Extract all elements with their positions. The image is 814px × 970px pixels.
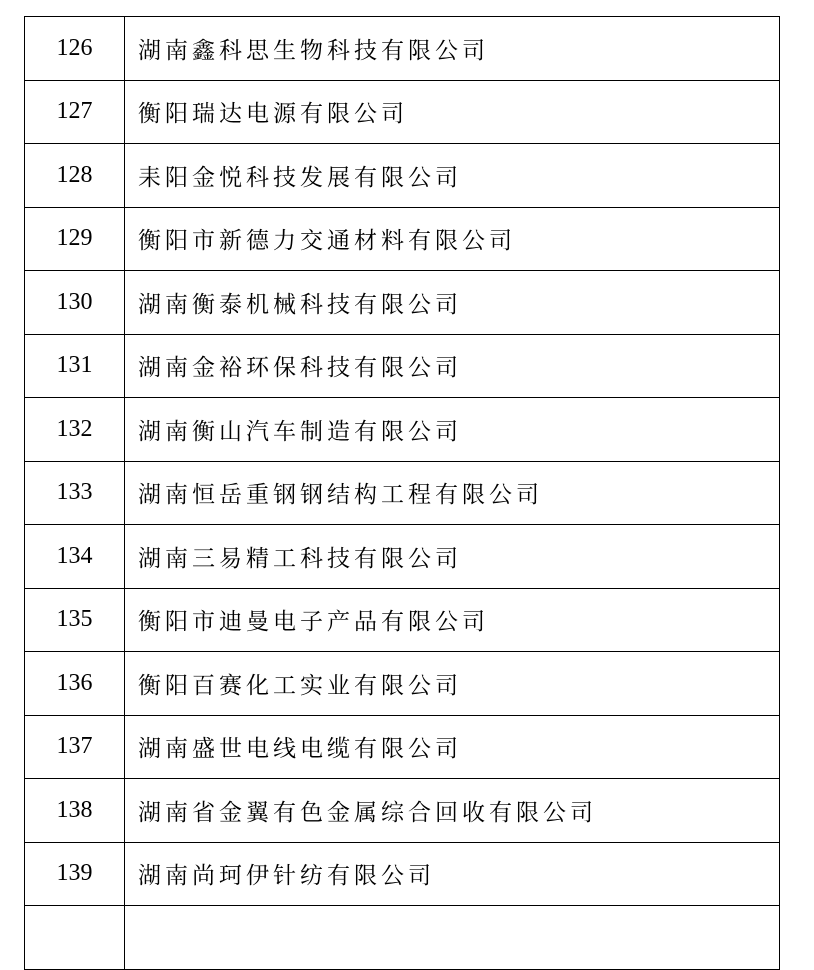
company-name: 耒阳金悦科技发展有限公司 — [138, 164, 462, 191]
row-number — [25, 906, 125, 969]
row-number: 131 — [25, 335, 125, 398]
row-number: 129 — [25, 208, 125, 271]
row-number: 139 — [25, 843, 125, 906]
company-name: 衡阳市新德力交通材料有限公司 — [138, 228, 516, 255]
company-name: 湖南省金翼有色金属综合回收有限公司 — [138, 799, 597, 826]
table-row — [25, 462, 779, 526]
row-number: 128 — [25, 144, 125, 207]
table-row — [25, 398, 779, 462]
table-row — [25, 335, 779, 399]
table-row — [25, 589, 779, 653]
row-number: 130 — [25, 271, 125, 334]
company-name: 湖南鑫科思生物科技有限公司 — [138, 37, 489, 64]
company-name: 湖南尚珂伊针纺有限公司 — [138, 863, 435, 890]
row-number: 126 — [25, 17, 125, 80]
row-number: 127 — [25, 81, 125, 144]
table-row — [25, 779, 779, 843]
table-row — [25, 208, 779, 272]
company-name: 湖南衡泰机械科技有限公司 — [138, 291, 462, 318]
table-row — [25, 525, 779, 589]
company-name: 湖南衡山汽车制造有限公司 — [138, 418, 462, 445]
company-name: 湖南盛世电线电缆有限公司 — [138, 736, 462, 763]
row-number: 134 — [25, 525, 125, 588]
table-row — [25, 144, 779, 208]
table-row — [25, 81, 779, 145]
company-name: 衡阳市迪曼电子产品有限公司 — [138, 609, 489, 636]
table-row — [25, 906, 779, 970]
company-name: 湖南金裕环保科技有限公司 — [138, 355, 462, 382]
table-row — [25, 716, 779, 780]
row-number: 132 — [25, 398, 125, 461]
table-row — [25, 17, 779, 81]
company-name: 湖南三易精工科技有限公司 — [138, 545, 462, 572]
row-number: 136 — [25, 652, 125, 715]
table-row — [25, 652, 779, 716]
row-number: 135 — [25, 589, 125, 652]
company-name: 衡阳瑞达电源有限公司 — [138, 101, 408, 128]
row-number: 138 — [25, 779, 125, 842]
row-number: 133 — [25, 462, 125, 525]
company-table — [24, 16, 780, 970]
company-name: 衡阳百赛化工实业有限公司 — [138, 672, 462, 699]
table-row — [25, 843, 779, 907]
company-name: 湖南恒岳重钢钢结构工程有限公司 — [138, 482, 543, 509]
row-number: 137 — [25, 716, 125, 779]
table-row — [25, 271, 779, 335]
company-name — [125, 906, 779, 969]
